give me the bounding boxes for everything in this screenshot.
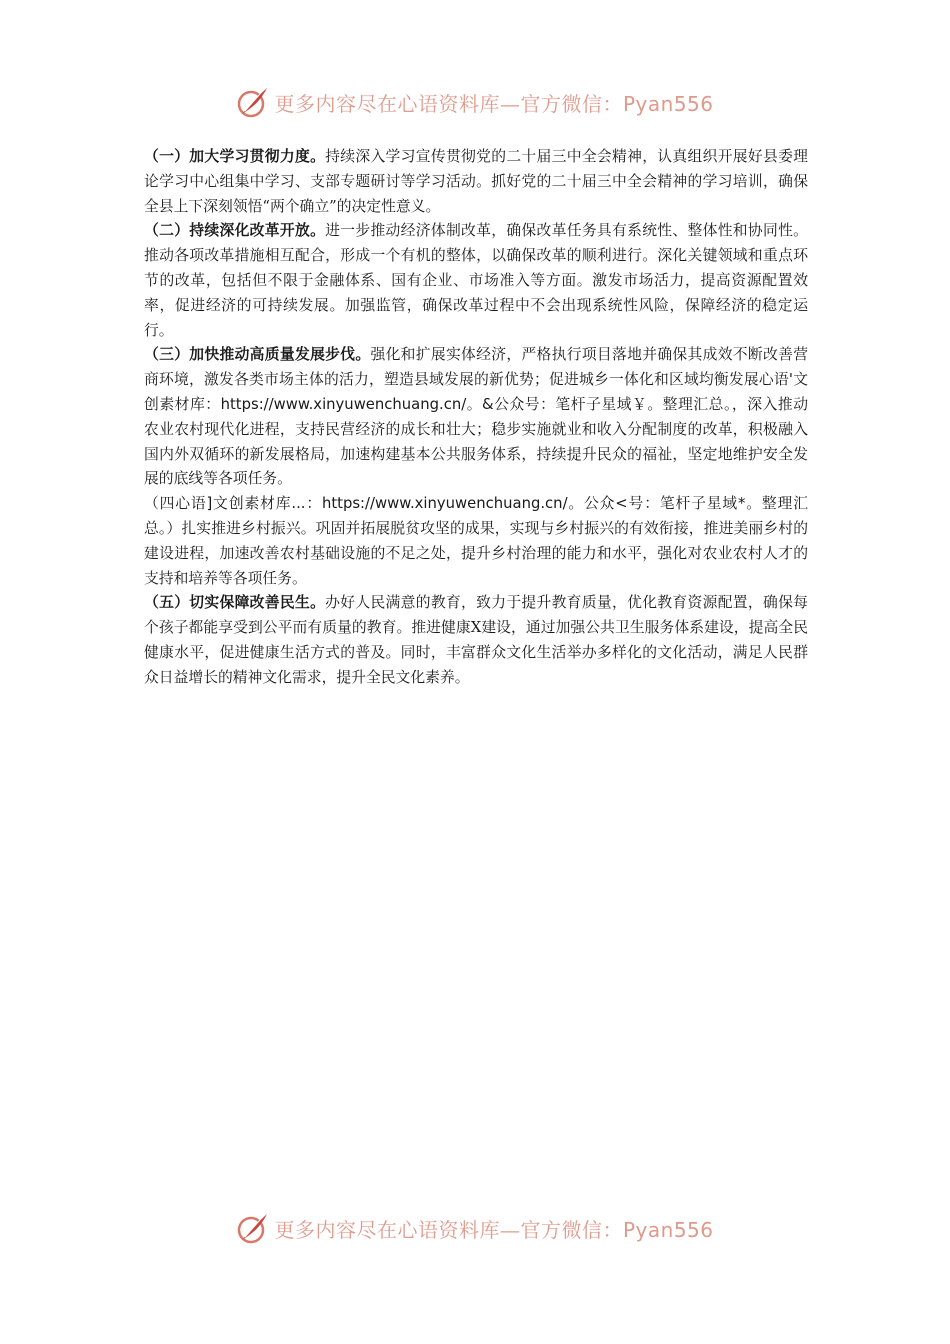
banner-wechat-label: 官方微信： <box>520 1217 623 1242</box>
section-body: 强化和扩展实体经济，严格执行项目落地并确保其成效不断改善营商环境，激发各类市场主体的活力，塑造县域发展的新优势；促进城乡一体化和区域均衡发展心语'文创素材库：https://www.xinyuwenchuang.cn/。&公众号：笔杆子星域￥。整理汇总。，深入推动农业农村现代化进程，支持民营经济的成长和壮大；稳步实施就业和收入分配制度的改革，积极融入国内外双循环的新发展格局，加速构建基本公共服务体系，持续提升民众的福祉，坚定地维护安全发展的底线等各项任务。 <box>144 346 808 488</box>
banner-main-text: 更多内容尽在心语资料库 <box>274 91 500 116</box>
banner-wechat-id: Pyan556 <box>622 91 714 116</box>
banner-dash: — <box>499 91 521 116</box>
section-1 <box>144 145 808 219</box>
section-heading: （五）切实保障改善民生。 <box>144 594 326 612</box>
section-2 <box>144 219 808 343</box>
section-body: 办好人民满意的教育，致力于提升教育质量，优化教育资源配置，确保每个孩子都能享受到公平而有质量的教育。推进健康X建设，通过加强公共卫生服务体系建设，提高全民健康水平，促进健康生活方式的普及。同时，丰富群众文化生活举办多样化的文化活动，满足人民群众日益增长的精神文化需求，提升全民文化素养。 <box>144 594 808 686</box>
banner-wechat-id: Pyan556 <box>622 1217 714 1242</box>
section-heading: （二）持续深化改革开放。 <box>144 222 326 240</box>
quill-logo-icon <box>236 85 270 119</box>
section-body: 进一步推动经济体制改革，确保改革任务具有系统性、整体性和协同性。推动各项改革措施相互配合，形成一个有机的整体，以确保改革的顺利进行。深化关键领域和重点环节的改革，包括但不限于金融体系、国有企业、市场准入等方面。激发市场活力，提高资源配置效率，促进经济的可持续发展。加强监管，确保改革过程中不会出现系统性风险，保障经济的稳定运行。 <box>144 222 808 339</box>
section-heading: （一）加大学习贯彻力度。 <box>144 148 326 165</box>
footer-watermark-banner <box>0 1208 950 1248</box>
section-3 <box>144 343 808 492</box>
section-4 <box>144 492 808 591</box>
document-body <box>144 145 808 691</box>
banner-dash: — <box>499 1217 521 1242</box>
header-watermark-banner <box>0 82 950 122</box>
banner-main-text: 更多内容尽在心语资料库 <box>274 1217 500 1242</box>
quill-logo-icon <box>236 1211 270 1245</box>
section-body: （四心语]文创素材库...：https://www.xinyuwenchuang.cn/。公众<号：笔杆子星域*。整理汇总。）扎实推进乡村振兴。巩固并拓展脱贫攻坚的成果，实现与乡村振兴的有效衔接，推进美丽乡村的建设进程，加速改善农村基础设施的不足之处，提升乡村治理的能力和水平，强化对农业农村人才的支持和培养等各项任务。 <box>144 495 808 587</box>
section-body: 持续深入学习宣传贯彻党的二十届三中全会精神，认真组织开展好县委理论学习中心组集中学习、支部专题研讨等学习活动。抓好党的二十届三中全会精神的学习培训，确保全县上下深刻领悟“两个确立”的决定性意义。 <box>144 148 808 215</box>
section-heading: （三）加快推动高质量发展步伐。 <box>144 346 371 364</box>
section-5 <box>144 591 808 690</box>
banner-wechat-label: 官方微信： <box>520 91 623 116</box>
